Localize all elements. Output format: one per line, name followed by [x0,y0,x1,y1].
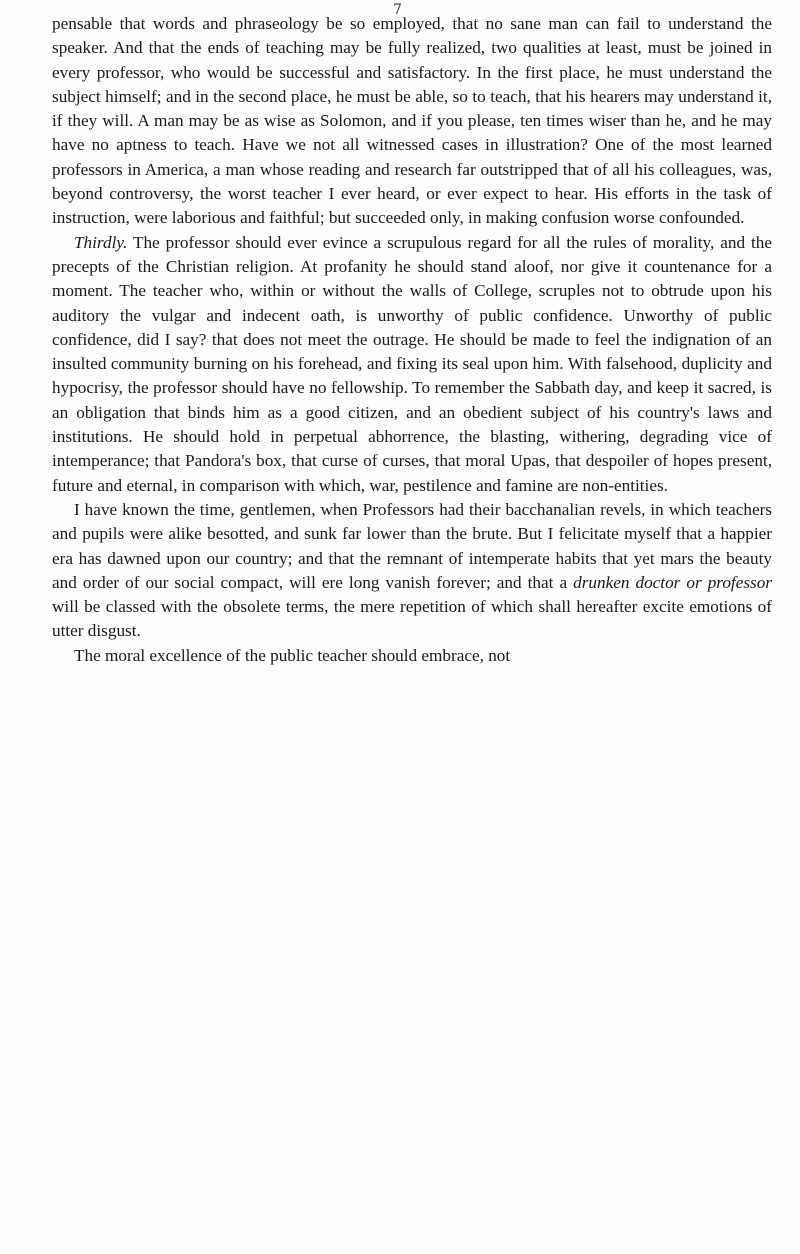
paragraph-2-lead: Thirdly. [74,232,128,252]
paragraph-3-emphasis: drunken doctor or professor [573,572,773,592]
body-text [52,12,772,668]
paragraph-3-text-after: will be classed with the obsolete terms, the mere repetition of which shall hereafter excite emotions of utter disgust. [52,597,772,641]
paragraph-2 [52,231,772,498]
paragraph-2-text: The professor should ever evince a scrupulous regard for all the rules of morality, and the precepts of the Christian religion. At profanity he should stand aloof, nor give it countenance for a moment. The teacher who, within or without the walls of College, scruples not to obtrude upon his auditory the vulgar and indecent oath, is unworthy of public confidence. Unworthy of public confidence, did I say? that does not meet the outrage. He should be made to feel the indignation of an insulted community burning on his forehead, and fixing its seal upon him. With falsehood, duplicity and hypocrisy, the professor should have no fellowship. To remember the Sabbath day, and keep it sacred, is an obligation that binds him as a good citizen, and an obedient subject of his country's laws and institutions. He should hold in perpetual abhorrence, the blasting, withering, degrading vice of intemperance; that Pandora's box, that curse of curses, that moral Upas, that despoiler of hopes present, future and eternal, in comparison with which, war, pestilence and famine are non-entities. [52,232,772,495]
paragraph-4: The moral excellence of the public teacher should embrace, not [74,645,511,665]
paragraph-3 [52,498,772,644]
page-number: 7 [393,2,402,18]
paragraph-1: pensable that words and phraseology be so employed, that no sane man can fail to understand the speaker. And that the ends of teaching may be fully realized, two qualities at least, must be joined in every professor, who would be successful and satisfactory. In the first place, he must understand the subject himself; and in the second place, he must be able, so to teach, that his hearers may understand it, if they will. A man may be as wise as Solomon, and if you please, ten times wiser than he, and he may have no aptness to teach. Have we not all witnessed cases in illustration? One of the most learned professors in America, a man whose reading and research far outstripped that of all his colleagues, was, beyond controversy, the worst teacher I ever heard, or ever expect to hear. His efforts in the task of instruction, were laborious and faithful; but succeeded only, in making confusion worse confounded. [52,14,772,228]
paragraph-3-text-before: I have known the time, gentlemen, when Professors had their bacchanalian revels, in which teachers and pupils were alike besotted, and sunk far lower than the brute. But I felicitate myself that a happier era has dawned upon our country; and that the remnant of intemperate habits that yet mars the beauty and order of our social compact, will ere long vanish forever; and that a [52,499,772,592]
